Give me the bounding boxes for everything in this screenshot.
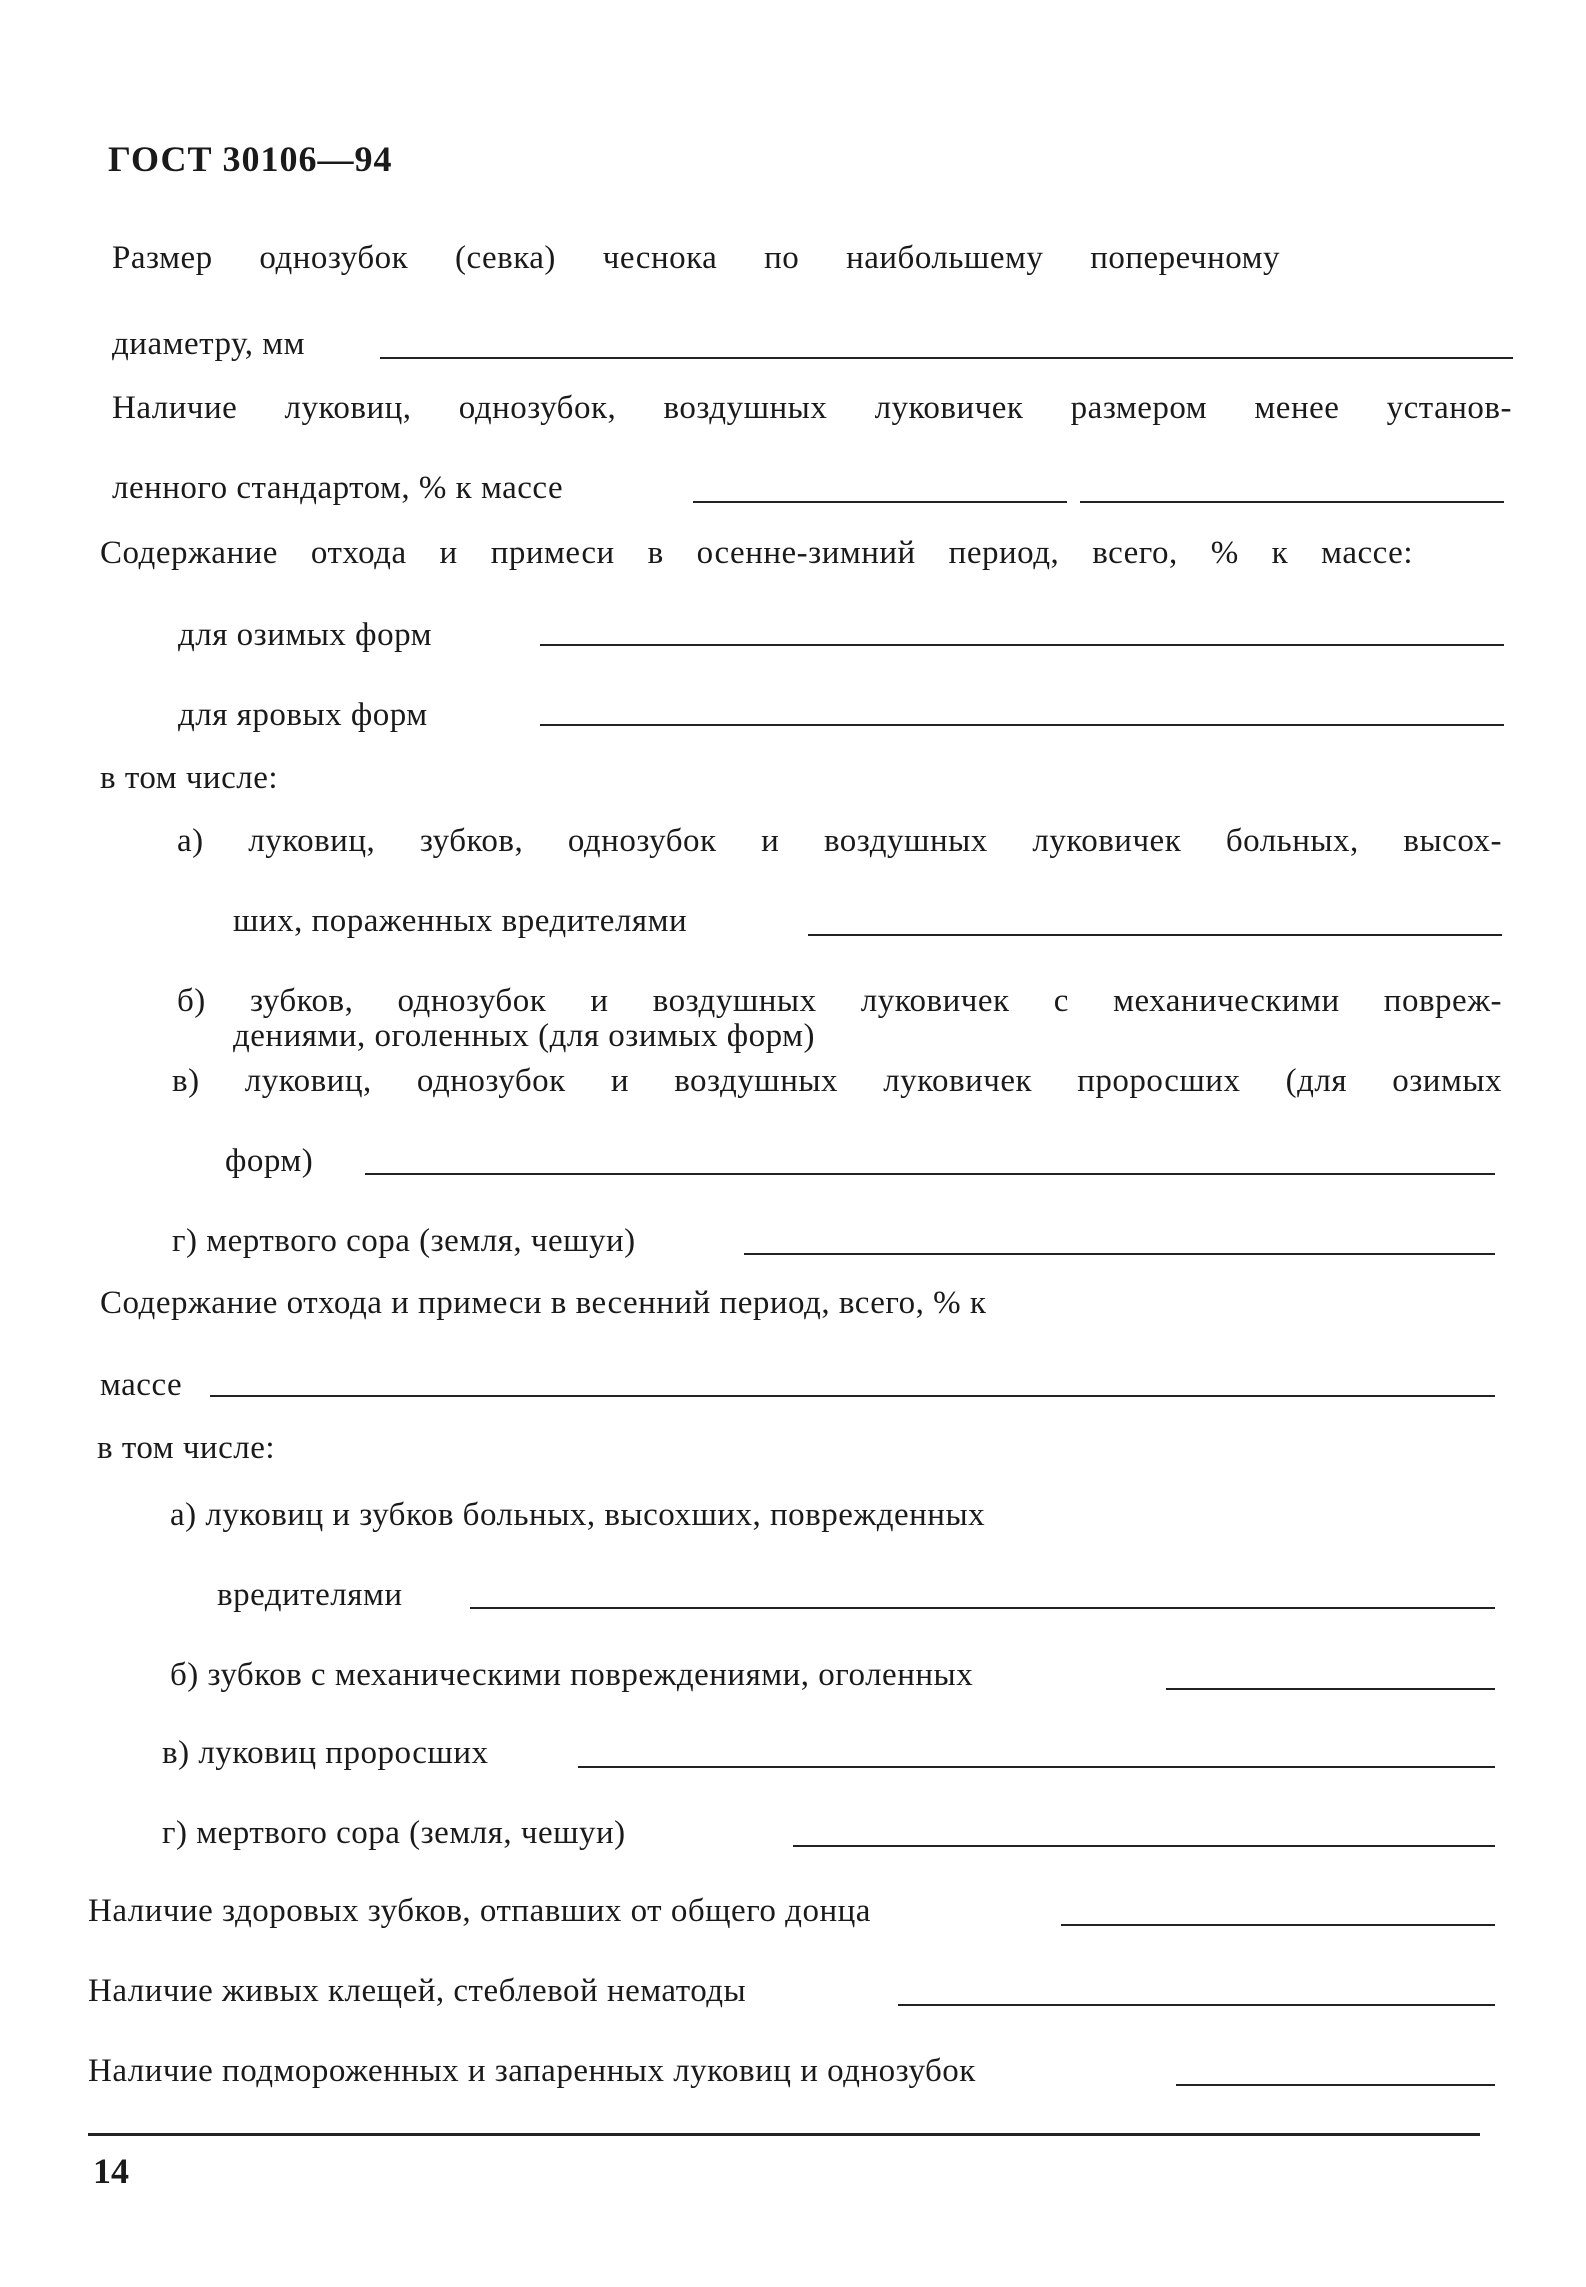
autumn-v-line-1: в) луковиц, однозубок и воздушных луковичек проросших (для озимых xyxy=(172,1063,1502,1099)
autumn-a-blank[interactable] xyxy=(808,934,1502,936)
spring-a-line-1: а) луковиц и зубков больных, высохших, поврежденных xyxy=(170,1497,986,1533)
healthy-cloves-blank[interactable] xyxy=(1061,1924,1495,1926)
autumn-v-blank[interactable] xyxy=(365,1173,1495,1175)
undersize-line-2: ленного стандартом, % к массе xyxy=(112,470,564,506)
page-number: 14 xyxy=(93,2151,129,2191)
autumn-spring-forms-blank[interactable] xyxy=(540,724,1504,726)
spring-v-line: в) луковиц проросших xyxy=(162,1735,489,1771)
size-blank[interactable] xyxy=(380,357,1513,359)
spring-mass-label: массе xyxy=(100,1367,183,1403)
autumn-b-line-2: дениями, оголенных (для озимых форм) xyxy=(233,1018,816,1054)
autumn-heading: Содержание отхода и примеси в осенне-зимний период, всего, % к массе: xyxy=(100,535,1413,571)
autumn-g-line: г) мертвого сора (земля, чешуи) xyxy=(172,1223,636,1259)
spring-a-blank[interactable] xyxy=(470,1607,1495,1609)
autumn-g-blank[interactable] xyxy=(744,1253,1495,1255)
standard-header: ГОСТ 30106—94 xyxy=(108,139,393,179)
autumn-b-line-1: б) зубков, однозубок и воздушных луковичек с механическими повреж- xyxy=(177,983,1502,1019)
spring-mass-blank[interactable] xyxy=(210,1395,1495,1397)
size-line-1: Размер однозубок (севка) чеснока по наибольшему поперечному xyxy=(112,240,1280,276)
autumn-winter-forms-blank[interactable] xyxy=(540,644,1504,646)
spring-b-blank[interactable] xyxy=(1166,1688,1495,1690)
spring-b-line: б) зубков с механическими повреждениями, оголенных xyxy=(170,1657,974,1693)
spring-heading: Содержание отхода и примеси в весенний период, всего, % к xyxy=(100,1285,987,1321)
mites-blank[interactable] xyxy=(898,2004,1495,2006)
footer-rule xyxy=(88,2133,1480,2136)
spring-including: в том числе: xyxy=(97,1430,276,1466)
autumn-v-line-2: форм) xyxy=(225,1143,314,1179)
healthy-cloves-label: Наличие здоровых зубков, отпавших от общего донца xyxy=(88,1893,871,1929)
autumn-winter-forms-label: для озимых форм xyxy=(178,617,432,653)
spring-g-blank[interactable] xyxy=(793,1845,1495,1847)
frozen-blank[interactable] xyxy=(1176,2084,1495,2086)
undersize-blank-2[interactable] xyxy=(1080,501,1504,503)
mites-label: Наличие живых клещей, стеблевой нематоды xyxy=(88,1973,747,2009)
spring-g-line: г) мертвого сора (земля, чешуи) xyxy=(162,1815,626,1851)
undersize-line-1-text: Наличие луковиц, однозубок, воздушных луковичек размером менее установ- xyxy=(112,390,1512,426)
spring-a-line-2: вредителями xyxy=(217,1577,403,1613)
autumn-including: в том числе: xyxy=(100,760,279,796)
autumn-a-line-2: ших, пораженных вредителями xyxy=(233,903,688,939)
spring-v-blank[interactable] xyxy=(578,1766,1495,1768)
autumn-a-line-1: а) луковиц, зубков, однозубок и воздушных луковичек больных, высох- xyxy=(177,823,1502,859)
frozen-label: Наличие подмороженных и запаренных луковиц и однозубок xyxy=(88,2053,976,2089)
size-line-2: диаметру, мм xyxy=(112,326,305,362)
undersize-blank-1[interactable] xyxy=(693,501,1067,503)
autumn-spring-forms-label: для яровых форм xyxy=(178,697,428,733)
